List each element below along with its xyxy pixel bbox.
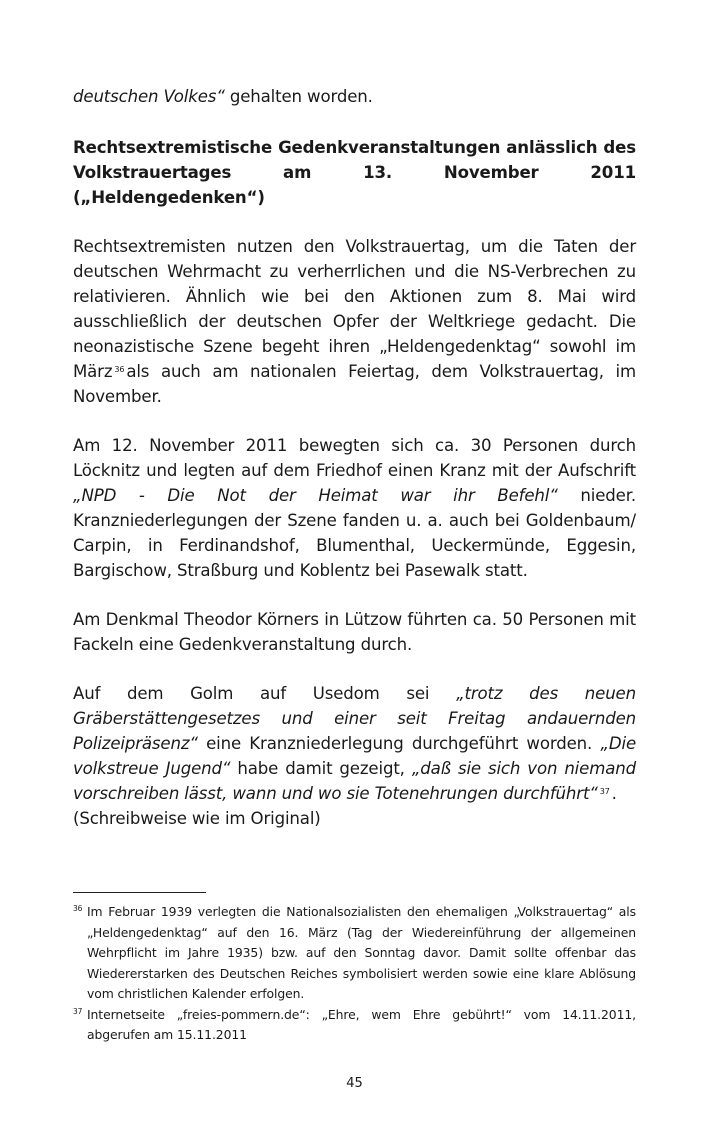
paragraph-1 — [73, 234, 636, 409]
paragraph-4-text-1: Auf dem Golm auf Usedom sei — [73, 684, 457, 703]
paragraph-2 — [73, 433, 636, 583]
paragraph-4-text-4: . — [611, 784, 617, 803]
paragraph-4-quote-1: „trotz des neuen Gräberstättengesetzes und einer seit Freitag andauernden Polizeipräsenz“ — [73, 684, 636, 753]
footnote-37 — [73, 1005, 636, 1046]
section-heading: Rechtsextremistische Gedenkveranstaltungen anlässlich des Volkstrauertages am 13. November 2011 („Heldengedenken“) — [73, 138, 636, 207]
paragraph-1-text: Rechtsextremisten nutzen den Volkstrauertag, um die Taten der deutschen Wehrmacht zu verherrlichen und die NS-Verbrechen zu relativieren. Ähnlich wie bei den Aktionen zum 8. Mai wird ausschließlich der deutschen Opfer der Weltkriege gedacht. Die neonazistische Szene begeht ihren „Heldengedenktag“ sowohl im März — [73, 237, 636, 381]
paragraph-2-text-1: Am 12. November 2011 bewegten sich ca. 30 Personen durch Löcknitz und legten auf dem Friedhof einen Kranz mit der Aufschrift — [73, 436, 636, 480]
paragraph-4-text-2: eine Kranzniederlegung durchgeführt worden. — [197, 734, 601, 753]
intro-italic: deutschen Volkes“ — [73, 87, 225, 106]
footnote-divider — [73, 892, 206, 893]
footnote-36 — [73, 902, 636, 1005]
footnote-text: Internetseite „freies-pommern.de“: „Ehre, wem Ehre gebührt!“ vom 14.11.2011, abgerufen am 15.11.2011 — [87, 1006, 636, 1042]
paragraph-1-text-after: als auch am nationalen Feiertag, dem Volkstrauertag, im November. — [73, 362, 636, 406]
footnote-number: 37 — [73, 1006, 83, 1016]
footnote-ref-36[interactable]: 36 — [114, 365, 125, 374]
paragraph-4-note: (Schreibweise wie im Original) — [73, 809, 321, 828]
paragraph-4-quote-3: „daß sie sich von niemand vorschreiben lässt, wann und wo sie Totenehrungen durchführt“ — [73, 759, 636, 803]
page-number: 45 — [346, 1076, 363, 1091]
paragraph-2-text-2: nieder. Kranzniederlegungen der Szene fanden u. a. auch bei Goldenbaum/ Carpin, in Ferdinandshof, Blumenthal, Ueckermünde, Eggesin, Bargischow, Straßburg und Koblentz bei Pasewalk statt. — [73, 486, 637, 580]
intro-rest: gehalten worden. — [224, 87, 373, 106]
intro-line — [73, 84, 636, 109]
footnotes — [73, 902, 636, 1046]
paragraph-2-quote: „NPD - Die Not der Heimat war ihr Befehl“ — [73, 486, 558, 505]
paragraph-3: Am Denkmal Theodor Körners in Lützow führten ca. 50 Personen mit Fackeln eine Gedenkveranstaltung durch. — [73, 610, 636, 654]
footnote-text: Im Februar 1939 verlegten die Nationalsozialisten den ehemaligen „Volkstrauertag“ als „Heldengedenktag“ auf den 16. März (Tag der Wiedereinführung der allgemeinen Wehrpflicht im Jahre 1935) bzw. auf den Sonntag davor. Damit sollte offenbar das Wiedererstarken des Deutschen Reiches symbolisiert werden sowie eine klare Ablösung vom christlichen Kalender erfolgen. — [87, 904, 636, 1001]
paragraph-4 — [73, 681, 636, 806]
paragraph-4-text-3: habe damit gezeigt, — [230, 759, 412, 778]
footnote-number: 36 — [73, 904, 83, 913]
paragraph-4-quote-2: „Die volkstreue Jugend“ — [73, 734, 636, 778]
footnote-ref-37[interactable]: 37 — [599, 787, 610, 796]
